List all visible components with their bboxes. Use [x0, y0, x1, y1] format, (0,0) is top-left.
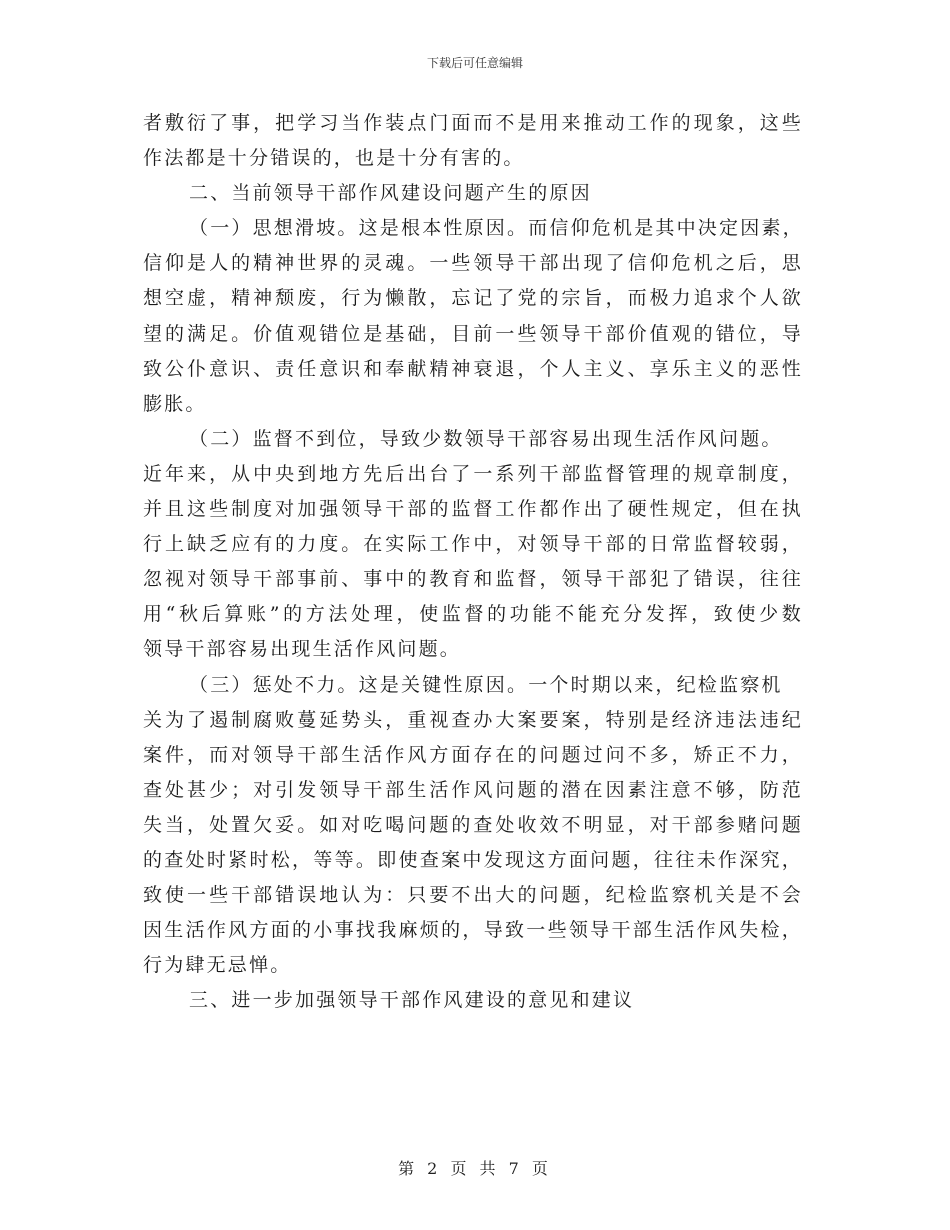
- text-line: 用“秋后算账”的方法处理，使监督的功能不能充分发挥，致使少数: [143, 603, 803, 626]
- text-line: 致公仆意识、责任意识和奉献精神衰退，个人主义、享乐主义的恶性: [143, 357, 803, 380]
- page-header: 下载后可任意编辑: [426, 56, 523, 70]
- text-line: 行为肆无忌惮。: [143, 954, 292, 977]
- text-line: 信仰是人的精神世界的灵魂。一些领导干部出现了信仰危机之后，思: [143, 252, 803, 275]
- text-line: 领导干部容易出现生活作风问题。: [143, 638, 462, 661]
- text-line: 因生活作风方面的小事找我麻烦的，导致一些领导干部生活作风失检，: [143, 919, 803, 942]
- text-line: 并且这些制度对加强领导干部的监督工作都作出了硬性规定，但在执: [143, 498, 803, 521]
- text-line: 案件，而对领导干部生活作风方面存在的问题过问不多，矫正不力，: [143, 743, 803, 766]
- text-line: （一）思想滑坡。这是根本性原因。而信仰危机是其中决定因素，: [189, 217, 804, 240]
- document-body: [143, 106, 803, 1018]
- page-footer: 第 2 页 共 7 页: [398, 1159, 552, 1178]
- text-line: （三）惩处不力。这是关键性原因。一个时期以来，纪检监察机: [189, 673, 783, 696]
- text-line: 近年来，从中央到地方先后出台了一系列干部监督管理的规章制度，: [143, 462, 803, 485]
- text-line: 致使一些干部错误地认为：只要不出大的问题，纪检监察机关是不会: [143, 884, 803, 907]
- text-line: 失当，处置欠妥。如对吃喝问题的查处收效不明显，对干部参赌问题: [143, 813, 803, 836]
- text-line: 查处甚少；对引发领导干部生活作风问题的潜在因素注意不够，防范: [143, 778, 803, 801]
- text-line: 忽视对领导干部事前、事中的教育和监督，领导干部犯了错误，往往: [143, 568, 803, 591]
- text-line: 行上缺乏应有的力度。在实际工作中，对领导干部的日常监督较弱，: [143, 533, 803, 556]
- text-line: 者敷衍了事，把学习当作装点门面而不是用来推动工作的现象，这些: [143, 112, 803, 134]
- text-line: 关为了遏制腐败蔓延势头，重视查办大案要案，特别是经济违法违纪: [143, 708, 803, 731]
- text-line: （二）监督不到位，导致少数领导干部容易出现生活作风问题。: [189, 427, 783, 450]
- text-line: 的查处时紧时松，等等。即使查案中发现这方面问题，往往未作深究，: [143, 848, 803, 871]
- section-heading: 二、当前领导干部作风建设问题产生的原因: [189, 182, 592, 205]
- text-line: 膨胀。: [143, 392, 207, 415]
- text-line: 作法都是十分错误的，也是十分有害的。: [143, 147, 525, 170]
- section-heading: 三、进一步加强领导干部作风建设的意见和建议: [189, 989, 635, 1012]
- text-line: 望的满足。价值观错位是基础，目前一些领导干部价值观的错位，导: [143, 322, 803, 345]
- text-line: 想空虚，精神颓废，行为懒散，忘记了党的宗旨，而极力追求个人欲: [143, 287, 803, 310]
